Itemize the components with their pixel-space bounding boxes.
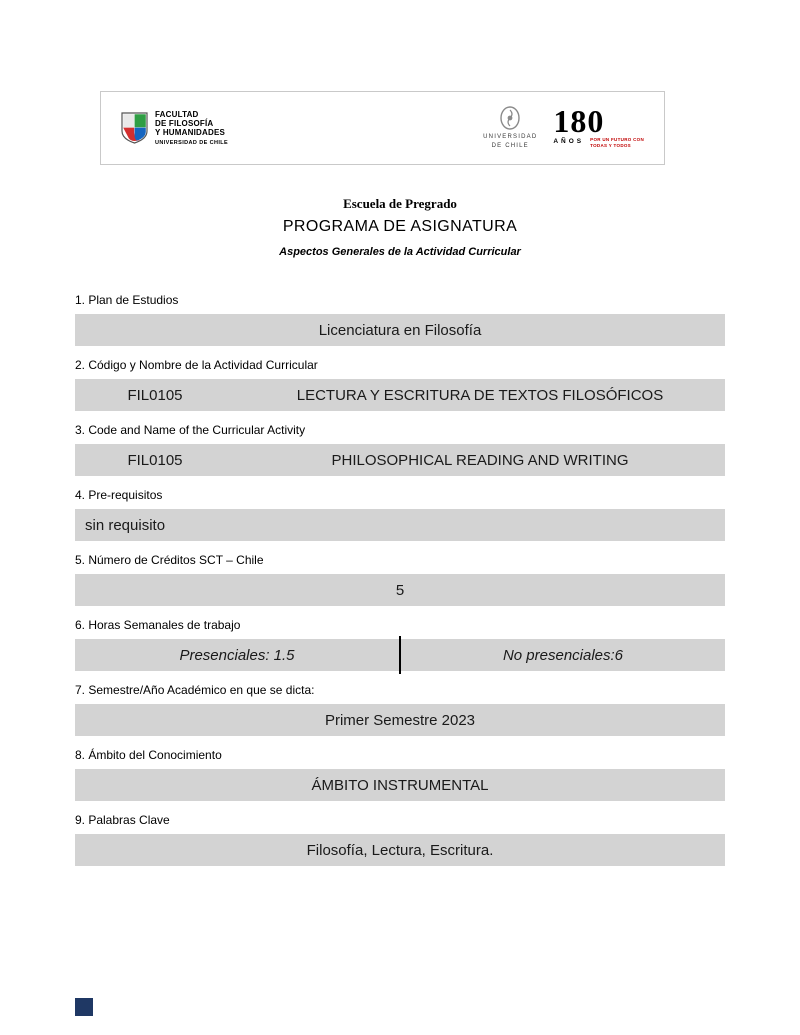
section-palabras-clave	[75, 812, 725, 866]
school-title: Escuela de Pregrado	[343, 196, 457, 211]
section-label: 5. Número de Créditos SCT – Chile	[75, 553, 264, 567]
faculty-line3: Y HUMANIDADES	[155, 128, 226, 138]
section-value-bar	[75, 509, 725, 541]
section-codigo-nombre	[75, 357, 725, 411]
section-label: 4. Pre-requisitos	[75, 488, 163, 502]
anniversary-word: AÑOS	[553, 138, 585, 146]
horas-presenciales: Presenciales: 1.5	[179, 646, 295, 664]
faculty-line2: DE FILOSOFÍA	[155, 119, 214, 129]
anniversary-slogan	[590, 137, 644, 149]
plan-de-estudios-value: Licenciatura en Filosofía	[318, 321, 482, 339]
section-creditos-sct	[75, 552, 725, 606]
section-prerequisitos	[75, 487, 725, 541]
anniversary-slogan-line2: TODAS Y TODOS	[590, 142, 631, 148]
palabras-clave-value: Filosofía, Lectura, Escritura.	[306, 841, 494, 859]
course-code-en: FIL0105	[127, 451, 183, 469]
section-label: 7. Semestre/Año Académico en que se dicta:	[75, 683, 315, 697]
horas-no-presenciales: No presenciales:6	[502, 646, 624, 664]
section-value-bar	[75, 639, 725, 671]
university-seal-icon	[499, 106, 521, 132]
section-value-bar	[75, 379, 725, 411]
semestre-value: Primer Semestre 2023	[324, 711, 476, 729]
anniversary-bottom	[553, 137, 644, 149]
section-label: 3. Code and Name of the Curricular Activity	[75, 423, 306, 437]
section-plan-de-estudios	[75, 292, 725, 346]
section-label: 9. Palabras Clave	[75, 813, 170, 827]
section-value-bar	[75, 444, 725, 476]
faculty-crest-icon	[121, 112, 148, 144]
faculty-line1: FACULTAD	[155, 110, 199, 120]
section-value-bar	[75, 704, 725, 736]
prerequisitos-value: sin requisito	[85, 516, 166, 534]
section-value-bar	[75, 769, 725, 801]
faculty-line4: UNIVERSIDAD DE CHILE	[155, 139, 229, 146]
university-seal-block	[483, 106, 537, 151]
footer-corner-marker	[75, 998, 93, 1016]
faculty-logo	[121, 110, 228, 146]
section-label: 6. Horas Semanales de trabajo	[75, 618, 241, 632]
section-ambito	[75, 747, 725, 801]
page-subtitle: Aspectos Generales de la Actividad Curricular	[279, 246, 521, 258]
section-value-bar	[75, 574, 725, 606]
anniversary-number: 180	[553, 103, 605, 140]
header-logo-box	[100, 91, 665, 165]
course-name-en: PHILOSOPHICAL READING AND WRITING	[331, 451, 629, 469]
section-label: 2. Código y Nombre de la Actividad Curricular	[75, 358, 318, 372]
ambito-value: ÁMBITO INSTRUMENTAL	[311, 776, 489, 794]
page-title: PROGRAMA DE ASIGNATURA	[282, 218, 518, 235]
anniversary-slogan-line1: POR UN FUTURO CON	[590, 137, 644, 143]
section-semestre	[75, 682, 725, 736]
course-code: FIL0105	[127, 386, 183, 404]
university-name-line2: DE CHILE	[491, 143, 529, 149]
course-name-es: LECTURA Y ESCRITURA DE TEXTOS FILOSÓFICOS	[296, 386, 664, 404]
university-logos	[483, 103, 644, 151]
section-code-name-en	[75, 422, 725, 476]
section-value-bar	[75, 834, 725, 866]
anniversary-logo	[553, 103, 644, 148]
sections-container	[75, 292, 725, 877]
section-value-bar	[75, 314, 725, 346]
section-horas-semanales	[75, 617, 725, 671]
section-label: 1. Plan de Estudios	[75, 293, 179, 307]
faculty-logo-text	[155, 110, 228, 146]
creditos-value: 5	[395, 581, 405, 599]
section-label: 8. Ámbito del Conocimiento	[75, 748, 222, 762]
university-name-line1: UNIVERSIDAD	[483, 133, 538, 140]
